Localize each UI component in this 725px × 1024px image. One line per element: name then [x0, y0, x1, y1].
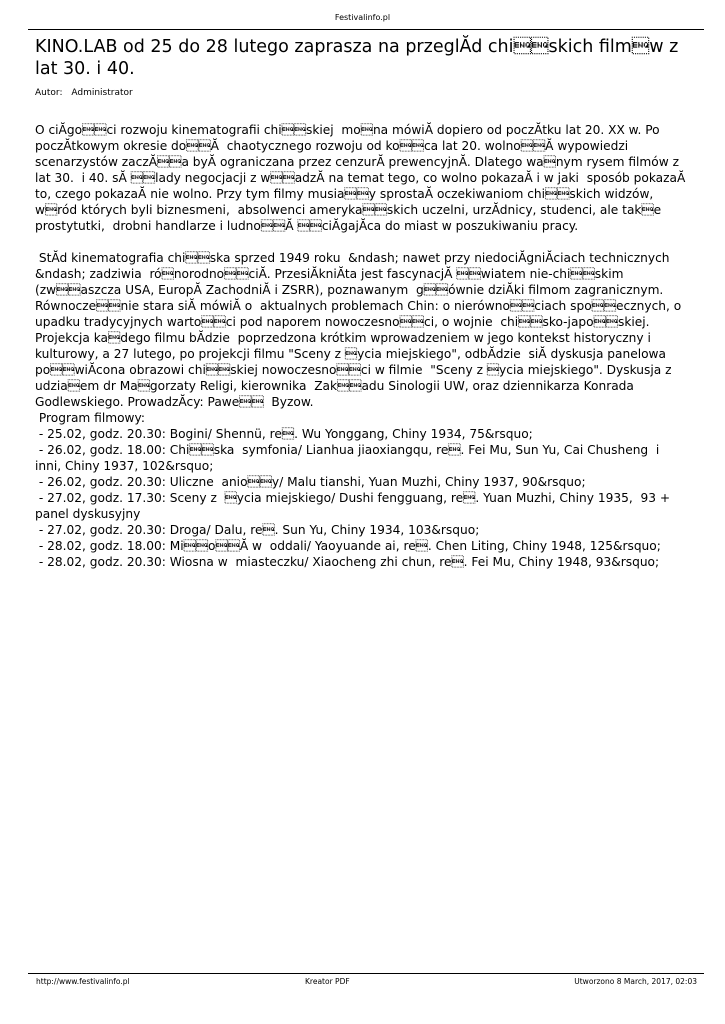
- author-label: Autor:: [35, 88, 63, 98]
- paragraph-description: StĂd kinematografia chiska sprzed 1949 roku &ndash; nawet przy niedociĂgniĂciach technicznych &ndash; zadziwia rónorodnociĂ. PrzesiĂkniĂta jest fascynacjĂ wiatem nie-chiskim (zwaszcza USA, EuropĂ ZachodniĂ i ZSRR), poznawanym gównie dziĂki filmom zagranicznym. Równoczenie stara siĂ mówiĂ o aktualnych problemach Chin: o nierównociach spoecznych, o upadku tradycyjnych wartoci pod naporem nowoczesnoci, o wojnie chisko-japoskiej. Projekcja kadego filmu bĂdzie poprzedzona krótkim wprowadzeniem w jego kontekst historyczny i kulturowy, a 27 lutego, po projekcji filmu "Sceny z ycia miejskiego", odbĂdzie siĂ dyskusja panelowa powiĂcona obrazowi chiskiej nowoczesnoci w filmie "Sceny z ycia miejskiego". Dyskusja z udziaem dr Magorzaty Religi, kierownika Zakadu Sinologii UW, oraz dziennikarza Konrada Godlewskiego. ProwadzĂcy: Pawe Byzow.: [35, 251, 689, 409]
- article-body: [35, 122, 690, 570]
- program-item: - 26.02, godz. 18.00: Chiska symfonia/ Lianhua jiaoxiangqu, re. Fei Mu, Sun Yu, Cai Chusheng i inni, Chiny 1937, 102&rsquo;: [35, 443, 664, 473]
- bottom-divider: [28, 973, 704, 974]
- program-item: - 27.02, godz. 20.30: Droga/ Dalu, re. Sun Yu, Chiny 1934, 103&rsquo;: [35, 523, 480, 537]
- paragraph-spacer: [35, 234, 687, 250]
- program-item: - 27.02, godz. 17.30: Sceny z ycia miejskiego/ Dushi fengguang, re. Yuan Muzhi, Chiny 1935, 93 + panel dyskusyjny: [35, 491, 674, 521]
- footer-generator: Kreator PDF: [305, 977, 350, 986]
- author-line: [35, 87, 133, 99]
- site-header: Festivalinfo.pl: [334, 13, 391, 22]
- article-title: KINO.LAB od 25 do 28 lutego zaprasza na przeglĂd chiskich filmw z lat 30. i 40.: [35, 37, 679, 79]
- program-item: - 26.02, godz. 20.30: Uliczne anioy/ Malu tianshi, Yuan Muzhi, Chiny 1937, 90&rsquo;: [35, 475, 586, 489]
- program-item: - 25.02, godz. 20.30: Bogini/ Shennü, re. Wu Yonggang, Chiny 1934, 75&rsquo;: [35, 427, 533, 441]
- program-item: - 28.02, godz. 18.00: MioĂ w oddali/ Yaoyuande ai, re. Chen Liting, Chiny 1948, 125&rsquo;: [35, 539, 661, 553]
- author-name: Administrator: [71, 88, 133, 98]
- footer-created: Utworzono 8 March, 2017, 02:03: [574, 977, 697, 986]
- top-divider: [28, 29, 704, 30]
- program-item: - 28.02, godz. 20.30: Wiosna w miasteczku/ Xiaocheng zhi chun, re. Fei Mu, Chiny 1948, 93&rsquo;: [35, 555, 660, 569]
- footer-url: http://www.festivalinfo.pl: [36, 977, 130, 986]
- paragraph-intro: O ciĂgoci rozwoju kinematografii chiskiej mona mówiĂ dopiero od poczĂtku lat 20. XX w. Po poczĂtkowym okresie doĂ chaotycznego rozwoju od koca lat 20. wolnoĂ wypowiedzi scenarzystów zaczĂa byĂ ograniczana przez cenzurĂ prewencyjnĂ. Dlatego wanym rysem filmów z lat 30. i 40. sĂ lady negocjacji z wadzĂ na temat tego, co wolno pokazaĂ i w jaki sposób pokazaĂ to, czego pokazaĂ nie wolno. Przy tym filmy musiay sprostaĂ oczekiwaniom chiskich widzów, wród których byli biznesmeni, absolwenci amerykaskich uczelni, urzĂdnicy, studenci, ale take prostytutki, drobni handlarze i ludnoĂ ciĂgajĂca do miast w poszukiwaniu pracy.: [35, 123, 690, 233]
- program-heading: Program filmowy:: [35, 411, 145, 425]
